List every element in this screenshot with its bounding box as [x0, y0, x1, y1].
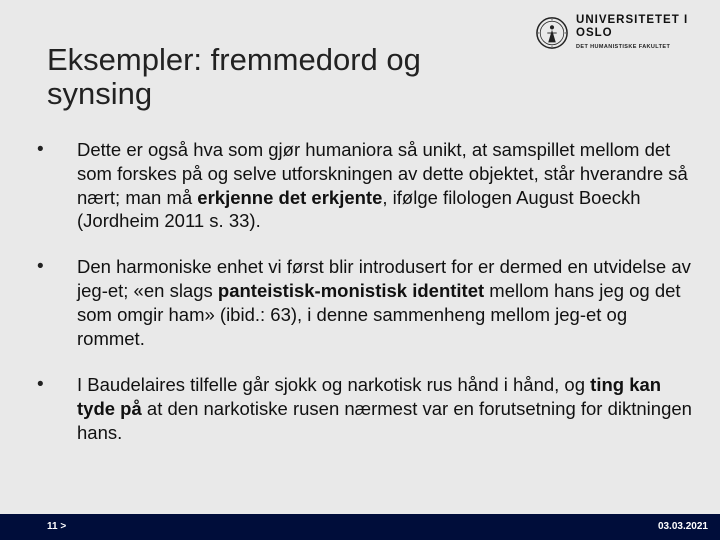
footer-bar: [0, 514, 720, 540]
bullet-item: [36, 255, 696, 350]
bullet-dot: •: [37, 256, 44, 278]
logo-text: [576, 14, 720, 51]
logo-title: UNIVERSITETET I OSLO: [576, 14, 689, 39]
bullet-text: I Baudelaires tilfelle går sjokk og narkotisk rus hånd i hånd, og ting kan tyde på at den narkotiske rusen nærmest var en forutsetning for diktningen hans.: [77, 374, 692, 443]
bullet-item: [36, 373, 696, 444]
bullet-dot: •: [37, 139, 44, 160]
bullet-item: [36, 138, 696, 233]
logo-subtitle: DET HUMANISTISKE FAKULTET: [576, 44, 671, 50]
bullet-list: [36, 138, 696, 467]
bullet-text: Dette er også hva som gjør humaniora så unikt, at samspillet mellom det som forskes på og selve utforskningen av dette objektet, står hverandre så nært; man må erkjenne det erkjente, ifølge filologen August Boeckh (Jordheim 2011 s. 33).: [77, 139, 688, 232]
slide-date: 03.03.2021: [657, 521, 708, 532]
bold-phrase: ting kan tyde på: [77, 374, 662, 420]
bullet-text: Den harmoniske enhet vi først blir introdusert for er dermed en utvidelse av jeg-et; «en slags panteistisk-monistisk identitet mellom hans jeg og det som omgir ham» (ibid.: 63), i denne sammenheng mellom jeg-et og rommet.: [77, 256, 691, 349]
slide-title: [47, 43, 517, 111]
title-line-2: synsing: [47, 76, 153, 111]
bullet-dot: •: [37, 374, 44, 396]
university-logo: [536, 14, 720, 51]
university-seal-icon: [536, 16, 568, 50]
bold-phrase: erkjenne det erkjente: [197, 186, 383, 208]
title-line-1: Eksempler: fremmedord og: [47, 42, 421, 77]
page-number[interactable]: 11 >: [47, 521, 67, 532]
bold-phrase: panteistisk-monistisk identitet: [217, 279, 485, 301]
